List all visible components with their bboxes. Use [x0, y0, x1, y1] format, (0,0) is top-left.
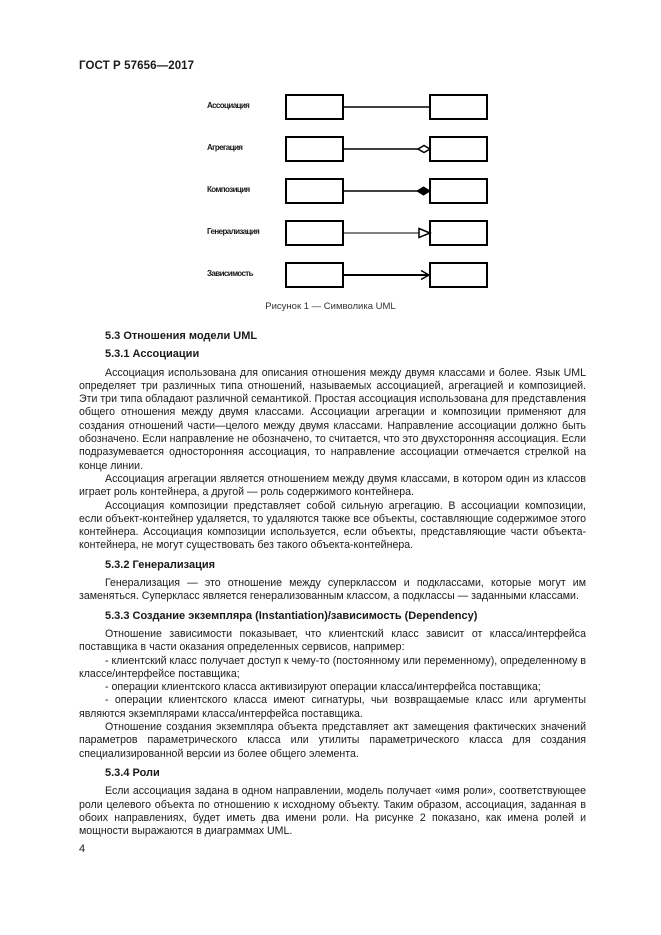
label-generalization: Генерализация: [207, 227, 260, 236]
hollow-triangle-icon: [419, 229, 430, 238]
label-composition: Композиция: [207, 185, 250, 194]
hollow-diamond-icon: [418, 146, 430, 153]
generalization-symbol: [286, 221, 487, 245]
dependency-symbol: [286, 263, 487, 287]
association-symbol: [286, 95, 487, 119]
document-header: ГОСТ Р 57656—2017: [79, 60, 195, 72]
label-association: Ассоциация: [207, 101, 250, 110]
uml-symbols-figure: [0, 0, 661, 320]
list-item: - операции клиентского класса имеют сигнатуры, чьи возвращаемые класс или аргументы являются экземплярами класса/интерфейса поставщика.: [79, 694, 586, 720]
section-heading-5-3-1: 5.3.1 Ассоциации: [105, 348, 200, 361]
label-dependency: Зависимость: [207, 269, 253, 278]
section-heading-5-3: 5.3 Отношения модели UML: [105, 330, 258, 342]
paragraph: Ассоциация композиции представляет собой сильную агрегацию. В ассоциации композиции, если объект-контейнер удаляется, то удаляются также все объекты, составляющие содержимое этого контейнера. Ассоциация композиции используется, если объекты, представляющие части объекта-контейнера, не могут существовать без такого объекта-контейнера.: [79, 499, 586, 552]
paragraph: Отношение создания экземпляра объекта представляет акт замещения фактических значений параметров параметрического класса или утилиты параметрического класса для создания специализированной версии из более общего элемента.: [79, 721, 586, 760]
paragraph: Ассоциация использована для описания отношения между двумя классами и более. Язык UML определяет три различных типа отношений, называемых ассоциацией, агрегацией и композицией. Эти три типа обладают различной семантикой. Простая ассоциация использована для представления общего отношения между двумя классами. Ассоциации агрегации и композиции применяют для создания отношений части—целого между двумя классами. Направление ассоциации должно быть обозначено. Если направление не обозначено, то считается, что это двухсторонняя ассоциация. Если подразумевается односторонняя ассоциация, то направление ассоциации отмечается стрелкой на конце линии.: [79, 366, 586, 472]
section-heading-5-3-4: 5.3.4 Роли: [105, 766, 160, 779]
paragraph: Ассоциация агрегации является отношением между двумя классами, в котором один из классов играет роль контейнера, а другой — роль содержимого контейнера.: [79, 472, 586, 499]
paragraph: Генерализация — это отношение между суперклассом и подклассами, которые могут им заменяться. Суперкласс является генерализованным классом, а подклассы — заданными классами.: [79, 577, 586, 603]
filled-diamond-icon: [417, 187, 430, 195]
figure-caption: Рисунок 1 — Символика UML: [265, 301, 396, 312]
uml-diagram: [0, 0, 661, 300]
aggregation-symbol: [286, 137, 487, 161]
list-item: - клиентский класс получает доступ к чему-то (постоянному или переменному), определенному в классе/интерфейсе поставщика;: [79, 654, 586, 680]
page-number: 4: [79, 843, 86, 855]
paragraph: Отношение зависимости показывает, что клиентский класс зависит от класса/интерфейса поставщика в части оказания определенных сервисов, например:: [79, 627, 586, 654]
document-body: [79, 330, 586, 838]
list-item: - операции клиентского класса активизируют операции класса/интерфейса поставщика;: [105, 681, 541, 694]
section-heading-5-3-3: 5.3.3 Создание экземпляра (Instantiation)/зависимость (Dependency): [105, 609, 478, 622]
composition-symbol: [286, 179, 487, 203]
label-aggregation: Агрегация: [207, 143, 243, 152]
paragraph: Если ассоциация задана в одном направлении, модель получает «имя роли», соответствующее роли целевого объекта по отношению к исходному объекту. Таким образом, ассоциация, заданная в обоих направлениях, будет иметь два имени роли. На рисунке 2 показано, как имена ролей и мощности выражаются в диаграммах UML.: [79, 785, 586, 838]
section-heading-5-3-2: 5.3.2 Генерализация: [105, 558, 216, 571]
